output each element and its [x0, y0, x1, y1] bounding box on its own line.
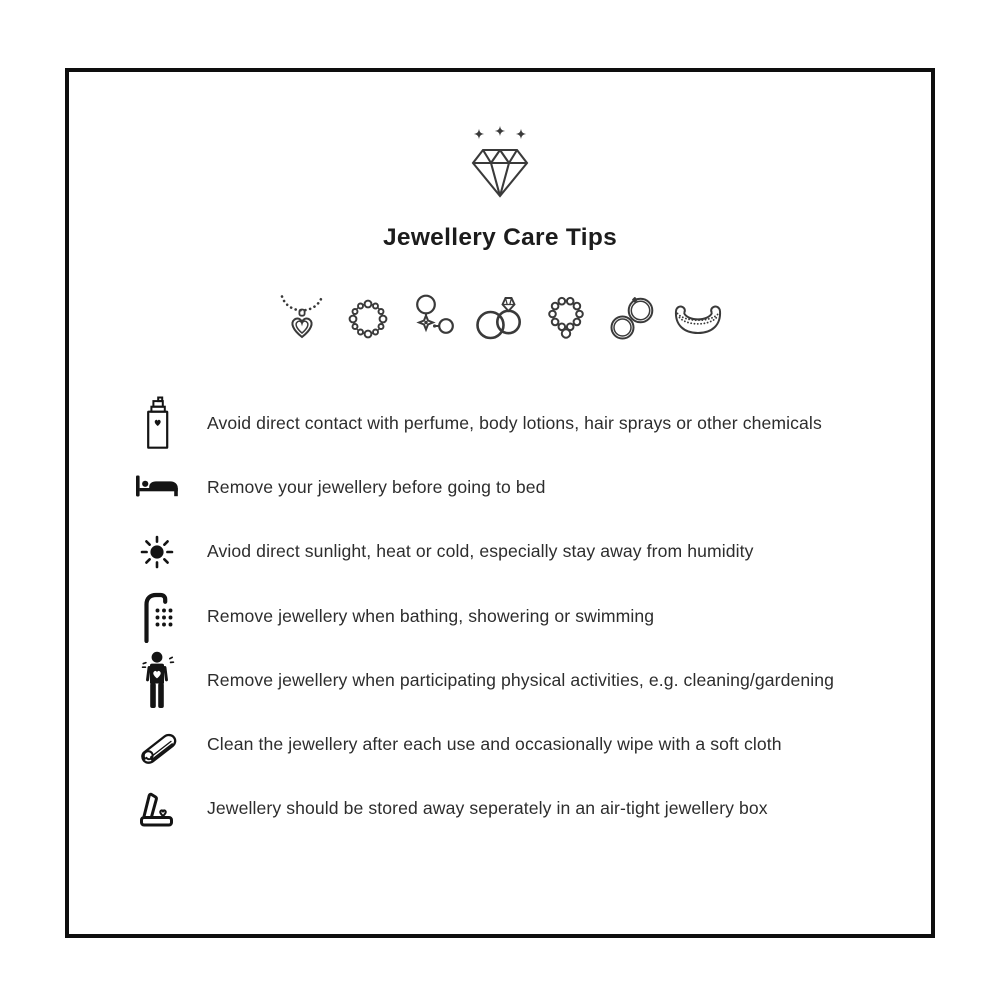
- tip-text: Remove jewellery when bathing, showering or swimming: [207, 605, 655, 626]
- tip-row: [131, 584, 895, 648]
- tip-row: [131, 648, 895, 712]
- hoop-earrings-icon: [603, 288, 661, 348]
- sun-icon: [131, 535, 183, 569]
- tip-text: Clean the jewellery after each use and occasionally wipe with a soft cloth: [207, 734, 782, 755]
- beaded-bracelet-icon: [339, 288, 397, 348]
- card-frame: [65, 68, 935, 938]
- tip-text: Avoid direct contact with perfume, body lotions, hair sprays or other chemicals: [207, 412, 822, 433]
- diamond-sparkles-icon: [462, 124, 538, 208]
- tip-row: [131, 455, 895, 519]
- page-title: Jewellery Care Tips: [382, 224, 618, 251]
- cuff-bangle-icon: [669, 288, 727, 348]
- bed-icon: [131, 474, 183, 500]
- tip-text: Remove your jewellery before going to bed: [207, 476, 546, 497]
- perfume-bottle-icon: [131, 396, 183, 450]
- charm-bracelet-icon: [537, 288, 595, 348]
- tip-row: [131, 391, 895, 455]
- tip-row: [131, 712, 895, 776]
- tip-text: Remove jewellery when participating physical activities, e.g. cleaning/gardening: [207, 669, 835, 690]
- person-sweating-icon: [131, 650, 183, 710]
- heart-pendant-necklace-icon: [273, 288, 331, 348]
- header-diamond-wrap: [69, 124, 931, 208]
- shower-icon: [131, 589, 183, 643]
- tip-row: [131, 777, 895, 841]
- jewellery-icons-row: [69, 288, 931, 348]
- jewellery-box-icon: [131, 787, 183, 831]
- tip-text: Aviod direct sunlight, heat or cold, especially stay away from humidity: [207, 541, 754, 562]
- tip-row: [131, 520, 895, 584]
- tip-text: Jewellery should be stored away seperately in an air-tight jewellery box: [207, 798, 768, 819]
- interlocked-rings-icon: [471, 288, 529, 348]
- tips-list: [131, 391, 895, 841]
- stud-earrings-icon: [405, 288, 463, 348]
- cloth-icon: [131, 725, 183, 765]
